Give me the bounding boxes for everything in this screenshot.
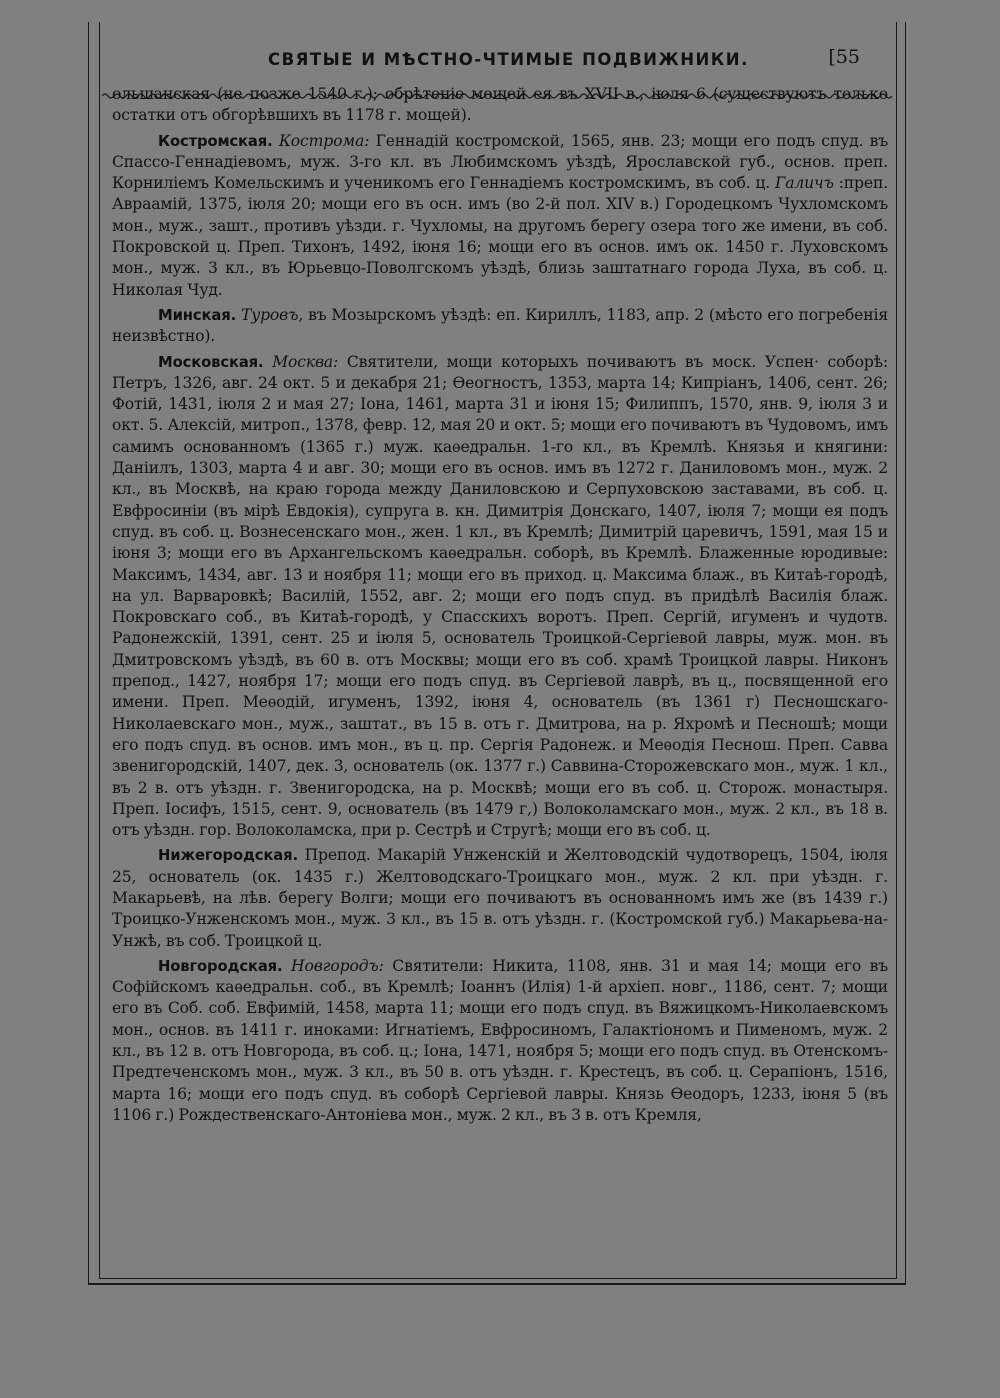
- place-name: Кострома:: [278, 131, 370, 150]
- page-number: [55: [828, 46, 860, 68]
- region-heading: Нижегородская.: [158, 847, 298, 865]
- book-page: [88, 22, 906, 1285]
- page-frame: [99, 22, 897, 1279]
- page-body: [112, 84, 888, 1130]
- region-heading: Московская.: [158, 353, 264, 371]
- paragraph-text: Святители: Никита, 1108, янв. 31 и мая 14; мощи его въ Софійскомъ каѳедральн. соб., въ Кремлѣ; Іоаннъ (Илія) 1-й архіеп. новг., 1186, сент. 7; мощи его въ Соб. соб. Евфимій, 1458, марта 11; мощи его подъ спуд. въ Вяжицкомъ-Николаевскомъ мон., основ. въ 1411 г. иноками: Игнатіемъ, Евфросиномъ, Галактіономъ и Пименомъ, муж. 2 кл., въ 12 в. отъ Новгорода, въ соб. ц.; Іона, 1471, ноября 5; мощи его подъ спуд. въ Отенскомъ-Предтеченскомъ мон., муж. 3 кл., въ 50 в. отъ уѣздн. г. Крестецъ, въ соб. ц. Серапіонъ, 1516, марта 16; мощи его подъ спуд. въ соборѣ Сергіевой лавры. Князь Өеодоръ, 1233, іюня 5 (въ 1106 г.) Рождественскаго-Антоніева мон., муж. 2 кл., въ 3 в. отъ Кремля,: [112, 956, 889, 1124]
- place-name: Москва:: [272, 352, 339, 371]
- paragraph-novgorod: [112, 956, 888, 1126]
- place-name-secondary: Галичъ: [775, 174, 834, 193]
- place-name: Новгородъ:: [291, 956, 384, 975]
- region-heading: Новгородская.: [158, 957, 283, 975]
- paragraph-text: Геннадій костромской, 1565, янв. 23; мощи его подъ спуд. въ Спассо-Геннадіевомъ, муж. 3-го кл. въ Любимскомъ уѣздѣ, Ярославской губ., основ. преп. Корниліемъ Комельскимъ и ученикомъ его Геннадіемъ костромскимъ, въ соб. ц.: [112, 131, 889, 193]
- paragraph-continuation: [112, 84, 888, 127]
- paragraph-minsk: [112, 305, 888, 348]
- paragraph-text: ольшанская (не позже 1540 г.); обрѣтеніе мощей ея въ XVII в., іюля 6 (существуютъ только остатки отъ обгорѣвшихъ въ 1178 г. мощей).: [112, 85, 888, 125]
- paragraph-text: Препод. Макарій Унженскій и Желтоводскій чудотворецъ, 1504, іюля 25, основатель (ок. 1435 г.) Желтоводскаго-Троицкаго мон., муж. 2 кл. при уѣздн. г. Макарьевѣ, на лѣв. берегу Волги; мощи его почиваютъ въ основанномъ имъ же (въ 1439 г.) Троицко-Унженскомъ мон., муж. 3 кл., въ 15 в. отъ уѣздн. г. (Костромской губ.) Макарьева-на-Унжѣ, въ соб. Троицкой ц.: [112, 846, 889, 950]
- region-heading: Костромская.: [158, 132, 273, 150]
- paragraph-moscow: [112, 352, 888, 842]
- region-heading: Минская.: [158, 306, 237, 324]
- paragraph-nizhny-novgorod: [112, 845, 888, 951]
- place-name: Туровъ,: [240, 305, 304, 324]
- running-head: СВЯТЫЕ И МѢСТНО-ЧТИМЫЕ ПОДВИЖНИКИ.: [268, 50, 749, 69]
- paragraph-text: въ Мозырскомъ уѣздѣ: еп. Кириллъ, 1183, апр. 2 (мѣсто его погребенія неизвѣстно).: [112, 305, 889, 346]
- paragraph-text: Святители, мощи которыхъ почиваютъ въ моск. Успен· соборѣ: Петръ, 1326, авг. 24 окт. 5 и декабря 21; Өеогностъ, 1353, марта 14; Кипріанъ, 1406, сент. 26; Фотій, 1431, іюля 2 и мая 27; Іона, 1461, марта 31 и іюня 15; Филиппъ, 1570, янв. 9, іюля 3 и окт. 5. Алексій, митроп., 1378, февр. 12, мая 20 и окт. 5; мощи его почиваютъ въ Чудовомъ, имъ самимъ основанномъ (1365 г.) муж. каѳедральн. 1-го кл., въ Кремлѣ. Князья и княгини: Даніилъ, 1303, марта 4 и авг. 30; мощи его въ основ. имъ въ 1272 г. Даниловомъ мон., муж. 2 кл., въ Москвѣ, на краю города между Даниловскою и Серпуховскою заставами, въ соб. ц. Евфросиніи (въ мірѣ Евдокія), супруга в. кн. Димитрія Донскаго, 1407, іюля 7; мощи ея подъ спуд. въ соб. ц. Вознесенскаго мон., жен. 1 кл., въ Кремлѣ; Димитрій царевичъ, 1591, мая 15 и іюня 3; мощи его въ Архангельскомъ каѳедральн. соборѣ, въ Кремлѣ. Блаженные юродивые: Максимъ, 1434, авг. 13 и ноября 11; мощи его въ приход. ц. Максима блаж., въ Китаѣ-городѣ, на ул. Варваровкѣ; Василій, 1552, авг. 2; мощи его подъ спуд. въ придѣлѣ Василія блаж. Покровскаго соб., въ Китаѣ-городѣ, у Спасскихъ воротъ. Преп. Сергій, игуменъ и чудотв. Радонежскій, 1391, сент. 25 и іюля 5, основатель Троицкой-Сергіевой лавры, муж. мон. въ Дмитровскомъ уѣздѣ, въ 60 в. отъ Москвы; мощи его въ соб. храмѣ Троицкой лавры. Никонъ препод., 1427, ноября 17; мощи его подъ спуд. въ Сергіевой лаврѣ, въ ц., посвященной его имени. Преп. Меѳодій, игуменъ, 1392, іюня 4, основатель (въ 1361 г) Песношскаго-Николаевскаго мон., муж., заштат., въ 15 в. отъ г. Дмитрова, на р. Яхромѣ и Песношѣ; мощи его подъ спуд. въ основ. имъ мон., въ ц. пр. Сергія Радонеж. и Меѳодія Песнош. Преп. Савва звенигородскій, 1407, дек. 3, основатель (ок. 1377 г.) Саввина-Сторожевскаго мон., муж. 1 кл., въ 2 в. отъ уѣздн. г. Звенигородска, на р. Москвѣ; мощи его въ соб. ц. Сторож. монастыря. Преп. Іосифъ, 1515, сент. 9, основатель (въ 1479 г,) Волоколамскаго мон., муж. 2 кл., въ 18 в. отъ уѣздн. гор. Волоколамска, при р. Сестрѣ и Стругѣ; мощи его въ соб. ц.: [112, 352, 889, 840]
- paragraph-kostroma: [112, 131, 888, 301]
- page-header: [100, 44, 896, 88]
- paragraph-text-secondary: :преп. Авраамій, 1375, іюля 20; мощи его въ осн. имъ (во 2-й пол. XIV в.) Городецкомъ Чухломскомъ мон., муж., зашт., противъ уѣзди. г. Чухломы, на другомъ берегу озера того же имени, въ соб. Покровской ц. Преп. Тихонъ, 1492, іюня 16; мощи его въ основ. имъ ок. 1450 г. Луховскомъ мон., муж. 3 кл., въ Юрьевцо-Поволгскомъ уѣздѣ, близь заштатнаго города Луха, въ соб. ц. Николая Чуд.: [112, 174, 889, 299]
